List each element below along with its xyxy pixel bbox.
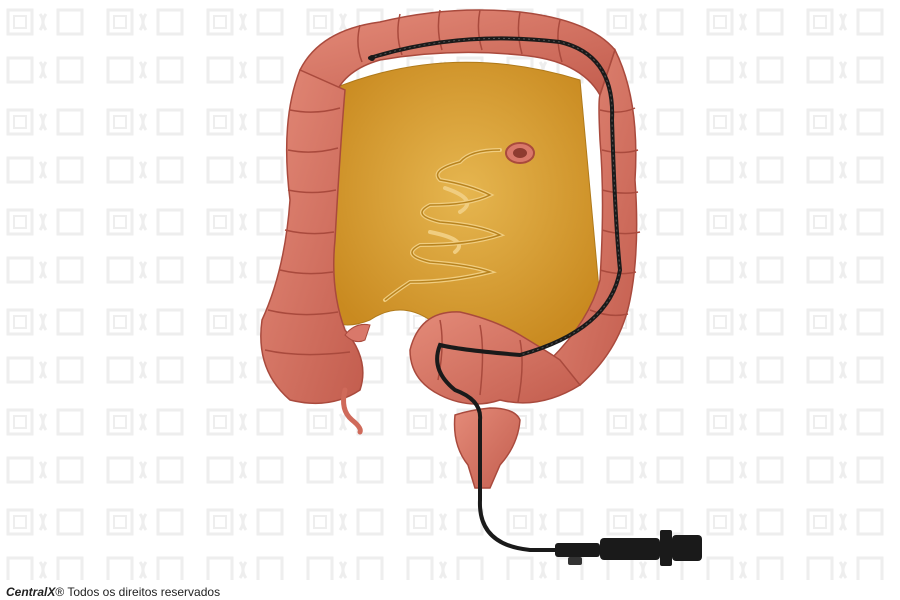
copyright-text: CentralX® Todos os direitos reservados — [6, 585, 221, 599]
scope-tip — [369, 55, 375, 61]
